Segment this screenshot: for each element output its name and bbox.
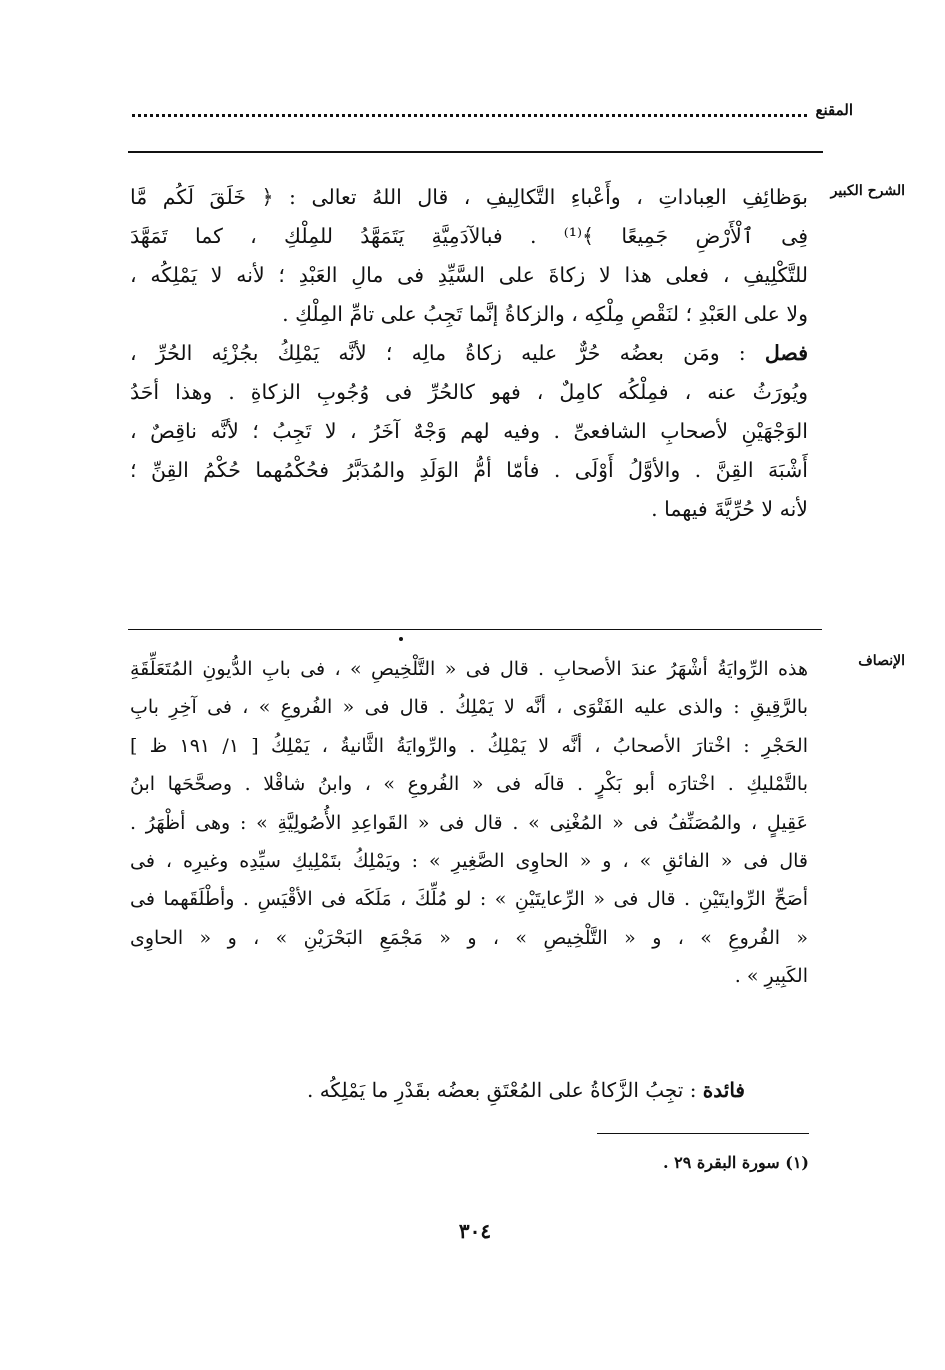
- footnote: (١) سورة البقرة ٢٩ .: [662, 1153, 809, 1172]
- sharh-text-block: [130, 178, 808, 529]
- fasl-text: : ومَن بعضُه حُرٌّ عليه زكاةُ مالِه ؛ لأنَّه يَمْلِكُ بجُزْئِه الحُرِّ ،: [130, 341, 765, 365]
- sharh-line: للتَّكْلِيفِ ، فعلى هذا لا زكاةَ على السَّيِّدِ فى مالِ العَبْدِ ؛ لأنه لا يَمْلِكُه ،: [130, 263, 808, 287]
- insaf-line: بالتَّمْليكِ . اخْتارَه أبو بَكْرٍ . قالَه فى « الفُروعِ » ، وابنُ شاقْلا . وصحَّحَها ابنُ: [130, 773, 808, 796]
- running-header-title: المقنع: [815, 101, 853, 119]
- fasl-heading: فصل: [764, 341, 808, 365]
- sharh-line: بوَظائِفِ العِباداتِ ، وأَعْباءِ التَّكالِيفِ ، قال اللهُ تعالى : ﴿ خَلَقَ لَكُم مَّا: [130, 185, 808, 209]
- insaf-line: بالرَّقِيقِ : والذى عليه الفَتْوَى ، أنَّه لا يَمْلِكُ . قال فى « الفُروعِ » ، فى آخِرِ بابِ: [130, 696, 808, 719]
- separator-dot: [399, 637, 403, 641]
- insaf-text-block: [130, 650, 808, 996]
- faida-text: : تجِبُ الزَّكاةُ على المُعْتَقِ بعضُه بقَدْرِ ما يَمْلِكُه .: [306, 1078, 697, 1102]
- section-separator: [128, 629, 822, 630]
- insaf-line: « الفُروعِ » ، و « التَّلْخِيصِ » ، و « مَجْمَعِ البَحْرَيْنِ » ، و « الحاوِى: [130, 926, 808, 949]
- insaf-line: الكَبِيرِ » .: [734, 965, 808, 988]
- footnote-rule: [597, 1133, 809, 1134]
- insaf-margin-label: الإنصاف: [858, 653, 905, 669]
- header-dotted-leader: [132, 114, 807, 117]
- sharh-line: ولا على العَبْدِ ؛ لنَقْصِ مِلْكِه ، والزكاةُ إنَّما تَجِبُ على تامِّ المِلْكِ .: [282, 302, 808, 326]
- page-number: ٣٠٤: [458, 1219, 492, 1243]
- insaf-line: قال فى « الفائقِ » ، و « الحاوِى الصَّغِيرِ » : ويَمْلِكُ بتَمْلِيكِ سيِّدِه وغيرِه ، فى: [130, 849, 808, 872]
- sharh-line: ويُورَثُ عنه ، فمِلْكُه كامِلٌ ، فهو كالحُرِّ فى وُجُوبِ الزكاةِ . وهذا أحَدُ: [130, 380, 808, 404]
- sharh-line: أَشْبَهَ القِنَّ . والأوَّلُ أَوْلَى . فأمّا أمُّ الوَلَدِ والمُدَبَّرُ فحُكْمُهما حُكْمُ القِنِّ ؛: [130, 458, 808, 482]
- sharh-margin-label: الشرح الكبير: [830, 183, 905, 199]
- header-rule: [128, 151, 823, 153]
- insaf-line: الحَجْرِ : اخْتارَ الأصحابُ ، أنَّه لا يَمْلِكُ . والرِّوايَةُ الثَّانيةُ ، يَمْلِكُ [ ١/ ١٩١ ظ ]: [130, 734, 808, 757]
- sharh-line: فِى ٱلْأَرْضِ جَمِيعًا ﴾⁽¹⁾ . فبالآدَمِيَّةِ يَتَمَهَّدُ للمِلْكِ ، كما تَمَهَّدَ: [130, 224, 808, 248]
- insaf-line: عَقِيلٍ ، والمُصَنِّفُ فى « المُغْنِى » . قال فى « القَواعِدِ الأُصُولِيَّةِ » : وهى أظْهَرُ .: [130, 811, 808, 834]
- insaf-line: أصَحِّ الرِّوايتَيْنِ . قال فى « الرِّعايتَيْنِ » : لو مُلِّكَ ، مَلَكَه فى الأقْيَسِ . وأطْلَقَهما فى: [130, 888, 808, 911]
- faida-note: [307, 1078, 745, 1102]
- sharh-line: لأنه لا حُرِّيَّةَ فيهما .: [651, 497, 808, 521]
- sharh-line-fasl: [130, 334, 808, 373]
- faida-heading: فائدة: [702, 1078, 745, 1102]
- sharh-line: الوَجْهَيْنِ لأصحابِ الشافعىِّ . وفيه لهم وَجْهٌ آخَرُ ، لا تَجِبُ ؛ لأنَّه ناقِصٌ ،: [130, 419, 808, 443]
- insaf-line: هذه الرِّوايَةُ أشْهَرُ عندَ الأصحابِ . قال فى « التَّلْخِيصِ » ، فى بابِ الدُّيونِ المُتَعَلِّقَةِ: [130, 658, 808, 680]
